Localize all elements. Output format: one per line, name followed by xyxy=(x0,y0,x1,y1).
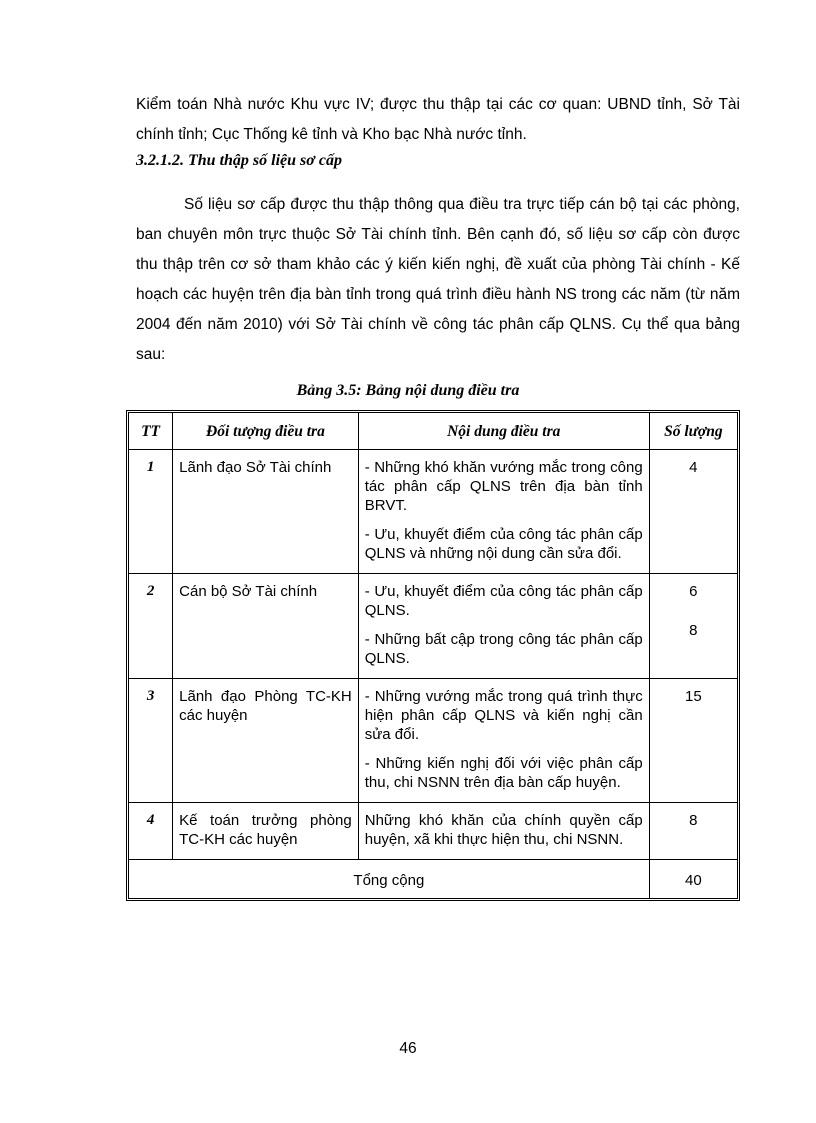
section-heading: 3.2.1.2. Thu thập số liệu sơ cấp xyxy=(136,152,342,169)
survey-table xyxy=(126,410,740,901)
total-label: Tổng cộng xyxy=(129,860,649,899)
content-item: - Những vướng mắc trong quá trình thực hiện phân cấp QLNS và kiến nghị cần sửa đổi. xyxy=(364,688,643,743)
header-object: Đối tượng điều tra xyxy=(173,413,359,450)
quantity-value: 15 xyxy=(685,688,702,705)
row-object: Lãnh đạo Phòng TC-KH các huyện xyxy=(173,679,359,803)
row-quantity xyxy=(649,803,737,860)
row-content xyxy=(358,803,649,860)
table-total-row xyxy=(129,860,737,899)
quantity-value: 4 xyxy=(689,459,698,476)
body-paragraph: Số liệu sơ cấp được thu thập thông qua điều tra trực tiếp cán bộ tại các phòng, ban chuyên môn trực thuộc Sở Tài chính tỉnh. Bên cạnh đó, số liệu sơ cấp còn được thu thập trên cơ sở tham khảo các ý kiến kiến nghị, đề xuất của phòng Tài chính - Kế hoạch các huyện trên địa bàn tỉnh trong quá trình điều hành NS trong các năm (từ năm 2004 đến năm 2010) với Sở Tài chính về công tác phân cấp QLNS. Cụ thể qua bảng sau: xyxy=(136,196,740,363)
total-value: 40 xyxy=(649,860,737,899)
row-quantity xyxy=(649,574,737,679)
header-content: Nội dung điều tra xyxy=(358,413,649,450)
row-tt: 3 xyxy=(129,679,173,803)
row-quantity xyxy=(649,450,737,574)
row-quantity xyxy=(649,679,737,803)
quantity-value: 6 xyxy=(689,583,698,600)
page-number: 46 xyxy=(399,1040,417,1057)
intro-paragraph: Kiểm toán Nhà nước Khu vực IV; được thu thập tại các cơ quan: UBND tỉnh, Sở Tài chính tỉnh; Cục Thống kê tỉnh và Kho bạc Nhà nước tỉnh. xyxy=(136,96,740,143)
content-item: - Những bất cập trong công tác phân cấp QLNS. xyxy=(364,631,643,667)
table-row xyxy=(129,450,737,574)
row-content xyxy=(358,679,649,803)
table-caption: Bảng 3.5: Bảng nội dung điều tra xyxy=(296,382,520,399)
row-tt: 4 xyxy=(129,803,173,860)
content-item: - Những kiến nghị đối với việc phân cấp thu, chi NSNN trên địa bàn cấp huyện. xyxy=(364,755,643,791)
row-object: Lãnh đạo Sở Tài chính xyxy=(173,450,359,574)
row-content xyxy=(358,574,649,679)
table-row xyxy=(129,574,737,679)
row-object: Cán bộ Sở Tài chính xyxy=(173,574,359,679)
row-tt: 1 xyxy=(129,450,173,574)
header-tt: TT xyxy=(129,413,173,450)
content-item: - Ưu, khuyết điểm của công tác phân cấp QLNS và những nội dung cần sửa đổi. xyxy=(364,526,643,562)
table-header-row xyxy=(129,413,737,450)
content-item: - Ưu, khuyết điểm của công tác phân cấp QLNS. xyxy=(364,583,643,619)
table-row xyxy=(129,679,737,803)
content-item: Những khó khăn của chính quyền cấp huyện, xã khi thực hiện thu, chi NSNN. xyxy=(364,812,643,848)
header-quantity: Số lượng xyxy=(649,413,737,450)
row-tt: 2 xyxy=(129,574,173,679)
quantity-value: 8 xyxy=(689,812,698,829)
content-item: - Những khó khăn vướng mắc trong công tác phân cấp QLNS trên địa bàn tỉnh BRVT. xyxy=(364,459,643,514)
quantity-value: 8 xyxy=(689,622,698,639)
table-row xyxy=(129,803,737,860)
row-object: Kế toán trưởng phòng TC-KH các huyện xyxy=(173,803,359,860)
row-content xyxy=(358,450,649,574)
